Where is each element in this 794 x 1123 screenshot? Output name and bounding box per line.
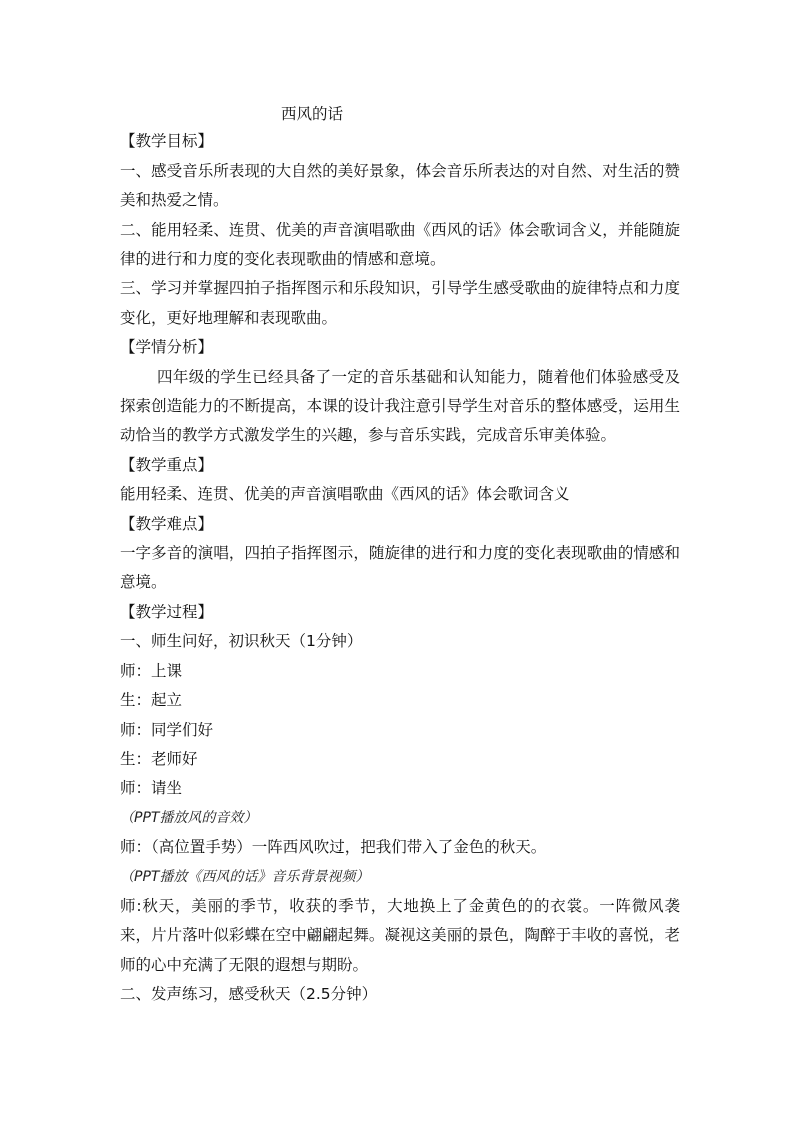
dialog-line: 师：请坐 [120,779,183,798]
goal-3-text: 三、学习并掌握四拍子指挥图示和乐段知识，引导学生感受歌曲的旋律特点和力度变化，更好地理解和表现歌曲。 [120,279,680,327]
dialog-paragraph: 师:秋天，美丽的季节，收获的季节，大地换上了金黄色的的衣裳。一阵微风袭来，片片落叶似彩蝶在空中翩翩起舞。凝视这美丽的景色，陶醉于丰收的喜悦，老师的心中充满了无限的遐想与期盼。 [120,896,680,974]
focus-text: 能用轻柔、连贯、优美的声音演唱歌曲《西风的话》体会歌词含义 [120,485,570,504]
document-body [120,98,680,1010]
document-title: 西风的话 [281,105,344,123]
step-2-heading: 二、发声练习，感受秋天（2.5分钟） [120,985,378,1004]
dialog-line: 师：上课 [120,661,183,680]
goal-2-text: 二、能用轻柔、连贯、优美的声音演唱歌曲《西风的话》体会歌词含义，并能随旋律的进行和力度的变化表现歌曲的情感和意境。 [120,220,680,269]
stage-note: （PPT播放《西风的话》音乐背景视频） [120,868,370,885]
goal-1-text: 一、感受音乐所表现的大自然的美好景象，体会音乐所表达的对自然、对生活的赞美和热爱之情。 [120,161,680,210]
dialog-line: 师：同学们好 [120,720,214,739]
analysis-text: 四年级的学生已经具备了一定的音乐基础和认知能力，随着他们体验感受及探索创造能力的不断提高，本课的设计我注意引导学生对音乐的整体感受，运用生动恰当的教学方式激发学生的兴趣，参与音乐实践，完成音乐审美体验。 [120,367,680,445]
analysis-heading: 【学情分析】 [120,338,214,357]
difficulty-heading: 【教学难点】 [120,514,214,533]
title-spacer [120,98,680,127]
dialog-line: 生：起立 [120,691,183,710]
dialog-line: 师：（高位置手势）一阵西风吹过，把我们带入了金色的秋天。 [120,838,547,857]
process-heading: 【教学过程】 [120,602,214,621]
focus-heading: 【教学重点】 [120,455,214,474]
dialog-line: 生：老师好 [120,749,198,768]
stage-note: （PPT播放风的音效） [120,809,258,826]
goals-heading: 【教学目标】 [120,132,214,151]
difficulty-text: 一字多音的演唱，四拍子指挥图示，随旋律的进行和力度的变化表现歌曲的情感和意境。 [120,544,680,592]
step-1-heading: 一、师生问好，初识秋天（1分钟） [120,632,363,651]
